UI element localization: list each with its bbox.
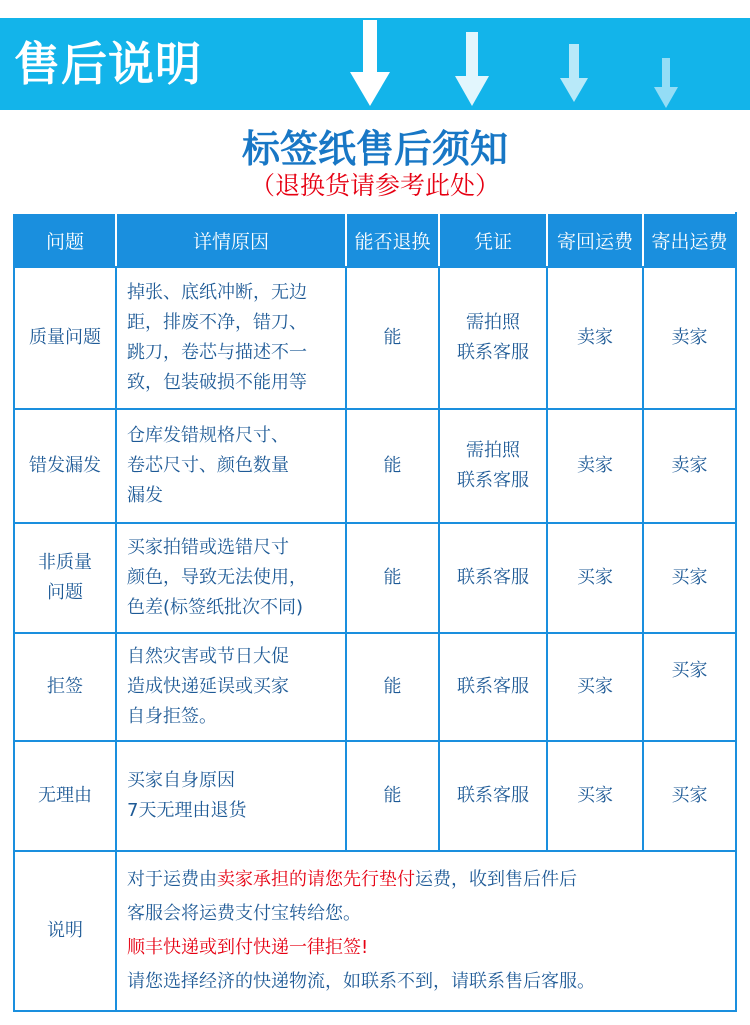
table-row — [14, 409, 736, 523]
down-arrow-icon — [560, 44, 588, 102]
detail-cell: 仓库发错规格尺寸、 卷芯尺寸、颜色数量 漏发 — [116, 409, 346, 523]
issue-cell: 错发漏发 — [14, 409, 116, 523]
send-fee-cell: 买家 — [643, 633, 736, 741]
proof-cell: 需拍照 联系客服 — [439, 409, 547, 523]
send-fee-cell: 买家 — [643, 523, 736, 633]
issue-cell: 无理由 — [14, 741, 116, 851]
table-row — [14, 523, 736, 633]
returnable-cell: 能 — [346, 741, 439, 851]
detail-cell: 掉张、底纸冲断，无边 距，排废不净，错刀、 跳刀，卷芯与描述不一 致，包装破损不能用等 — [116, 267, 346, 409]
issue-cell: 非质量 问题 — [14, 523, 116, 633]
return-fee-cell: 卖家 — [547, 409, 643, 523]
proof-cell: 联系客服 — [439, 523, 547, 633]
send-fee-cell: 卖家 — [643, 409, 736, 523]
banner-title: 售后说明 — [14, 37, 202, 91]
note-line-2: 客服会将运费支付宝转给您。 — [127, 903, 361, 924]
note-content — [116, 851, 736, 1011]
return-fee-cell: 买家 — [547, 523, 643, 633]
page-title: 标签纸售后须知 — [241, 127, 508, 171]
down-arrow-icon — [654, 58, 678, 108]
issue-cell: 拒签 — [14, 633, 116, 741]
note-line-4: 请您选择经济的快递物流，如联系不到，请联系售后客服。 — [127, 971, 595, 992]
proof-cell: 需拍照 联系客服 — [439, 267, 547, 409]
note-line-1: 对于运费由卖家承担的请您先行垫付运费，收到售后件后 — [127, 869, 577, 890]
down-arrow-icon — [455, 32, 489, 106]
proof-cell: 联系客服 — [439, 633, 547, 741]
returnable-cell: 能 — [346, 267, 439, 409]
detail-cell: 自然灾害或节日大促 造成快递延误或买家 自身拒签。 — [116, 633, 346, 741]
note-row — [14, 851, 736, 1011]
send-fee-cell: 买家 — [643, 741, 736, 851]
table-header-row — [14, 213, 736, 267]
send-fee-cell: 卖家 — [643, 267, 736, 409]
header-proof: 凭证 — [439, 213, 547, 267]
header-detail: 详情原因 — [116, 213, 346, 267]
returnable-cell: 能 — [346, 633, 439, 741]
proof-cell: 联系客服 — [439, 741, 547, 851]
note-label: 说明 — [14, 851, 116, 1011]
issue-cell: 质量问题 — [14, 267, 116, 409]
returnable-cell: 能 — [346, 523, 439, 633]
return-fee-cell: 买家 — [547, 633, 643, 741]
detail-cell: 买家拍错或选错尺寸 颜色，导致无法使用， 色差(标签纸批次不同) — [116, 523, 346, 633]
detail-cell: 买家自身原因 7天无理由退货 — [116, 741, 346, 851]
header-send-fee: 寄出运费 — [643, 213, 736, 267]
return-fee-cell: 买家 — [547, 741, 643, 851]
banner — [0, 18, 750, 110]
header-return-fee: 寄回运费 — [547, 213, 643, 267]
table-row — [14, 633, 736, 741]
table-row — [14, 267, 736, 409]
header-issue: 问题 — [14, 213, 116, 267]
after-sale-table — [13, 212, 737, 1012]
return-fee-cell: 卖家 — [547, 267, 643, 409]
returnable-cell: 能 — [346, 409, 439, 523]
page-subtitle: （退换货请参考此处） — [249, 171, 500, 200]
note-line-3: 顺丰快递或到付快递一律拒签! — [127, 937, 369, 958]
down-arrow-icon — [350, 20, 390, 106]
table-row — [14, 741, 736, 851]
header-returnable: 能否退换 — [346, 213, 439, 267]
